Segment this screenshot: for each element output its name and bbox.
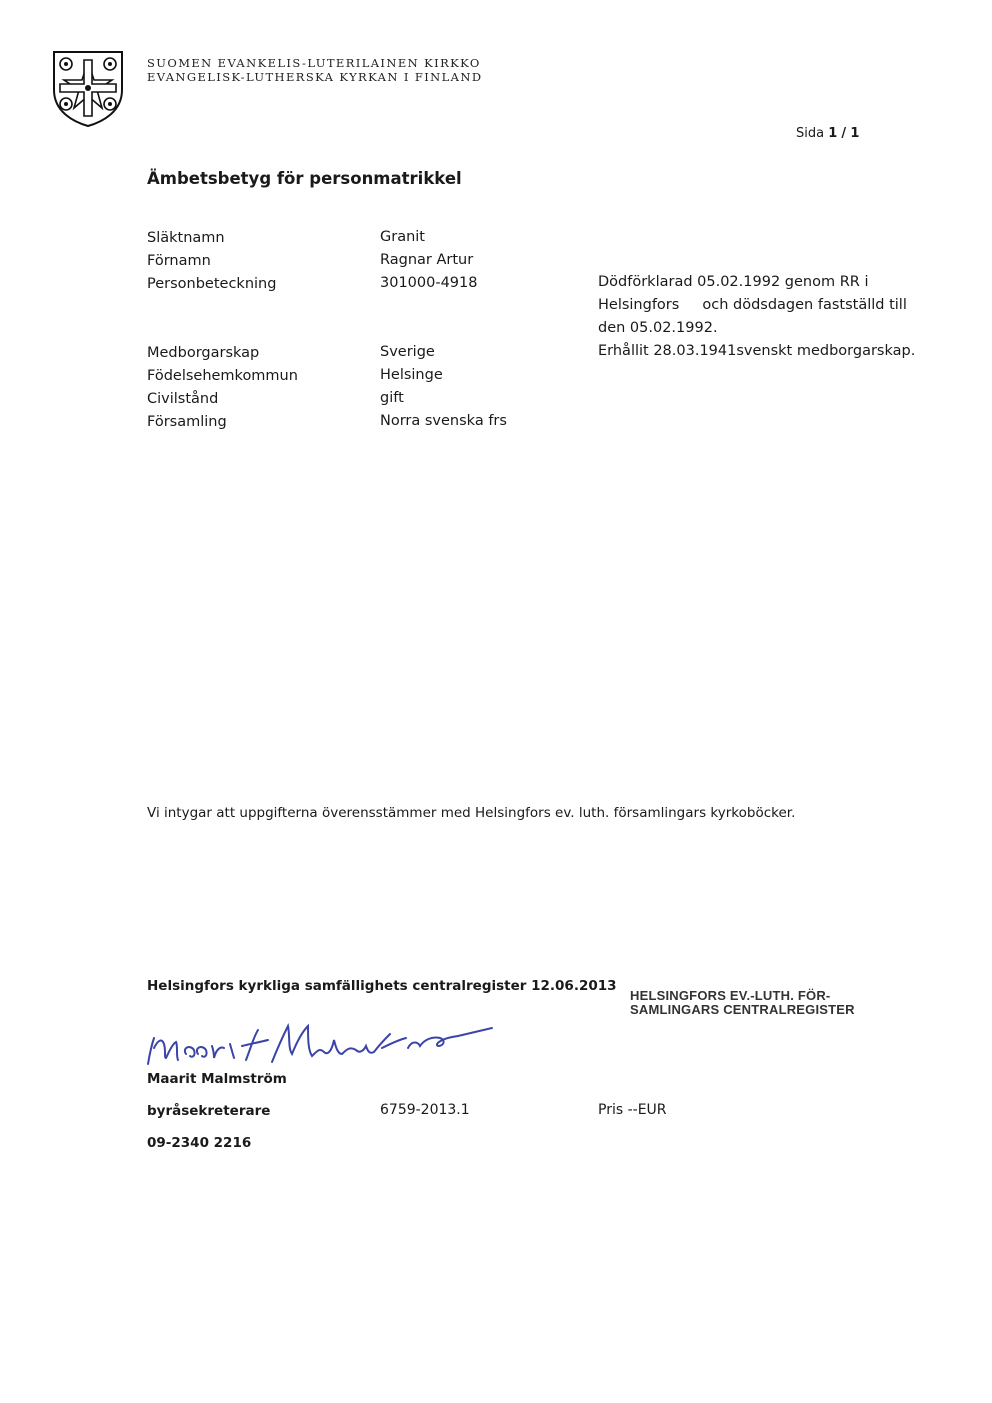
page-indicator (796, 126, 859, 141)
label-civil-status: Civilstånd (147, 391, 219, 407)
signatory-role: byråsekreterare (147, 1103, 271, 1119)
org-name-fi: SUOMEN EVANKELIS-LUTERILAINEN KIRKKO (147, 56, 481, 70)
note-line: Dödförklarad 05.02.1992 genom RR i (598, 274, 869, 290)
certification-text: Vi intygar att uppgifterna överensstämmer med Helsingfors ev. luth. församlingars kyrkoböcker. (147, 805, 796, 821)
value-civil-status: gift (380, 390, 404, 406)
value-birth-municipality: Helsinge (380, 367, 443, 383)
signatory-name: Maarit Malmström (147, 1071, 287, 1087)
value-parish: Norra svenska frs (380, 413, 507, 429)
label-parish: Församling (147, 414, 227, 430)
reference-number: 6759-2013.1 (380, 1102, 470, 1118)
handwritten-signature (142, 1014, 502, 1072)
page-prefix: Sida (796, 126, 825, 141)
value-first-name: Ragnar Artur (380, 252, 474, 268)
note-line: Erhållit 28.03.1941svenskt medborgarskap. (598, 343, 916, 359)
label-surname: Släktnamn (147, 230, 225, 246)
value-citizenship: Sverige (380, 344, 435, 360)
document-title: Ämbetsbetyg för personmatrikkel (147, 169, 462, 188)
label-personal-id: Personbeteckning (147, 276, 277, 292)
page-total: 1 (850, 126, 860, 141)
page-current: 1 (828, 126, 838, 141)
stamp-line: SAMLINGARS CENTRALREGISTER (630, 1002, 855, 1017)
label-birth-municipality: Födelsehemkommun (147, 368, 298, 384)
price-line: Pris --EUR (598, 1102, 667, 1118)
page-separator: / (841, 126, 847, 141)
note-line: Helsingfors och dödsdagen fastställd till (598, 297, 907, 313)
org-name-sv: EVANGELISK-LUTHERSKA KYRKAN I FINLAND (147, 70, 483, 84)
value-surname: Granit (380, 229, 425, 245)
registry-line: Helsingfors kyrkliga samfällighets centralregister 12.06.2013 (147, 978, 617, 994)
church-coat-of-arms-icon (52, 50, 124, 128)
note-line: den 05.02.1992. (598, 320, 718, 336)
value-personal-id: 301000-4918 (380, 275, 478, 291)
stamp-line: HELSINGFORS EV.-LUTH. FÖR- (630, 988, 831, 1003)
phone-number: 09-2340 2216 (147, 1135, 252, 1151)
label-citizenship: Medborgarskap (147, 345, 260, 361)
label-first-name: Förnamn (147, 253, 211, 269)
